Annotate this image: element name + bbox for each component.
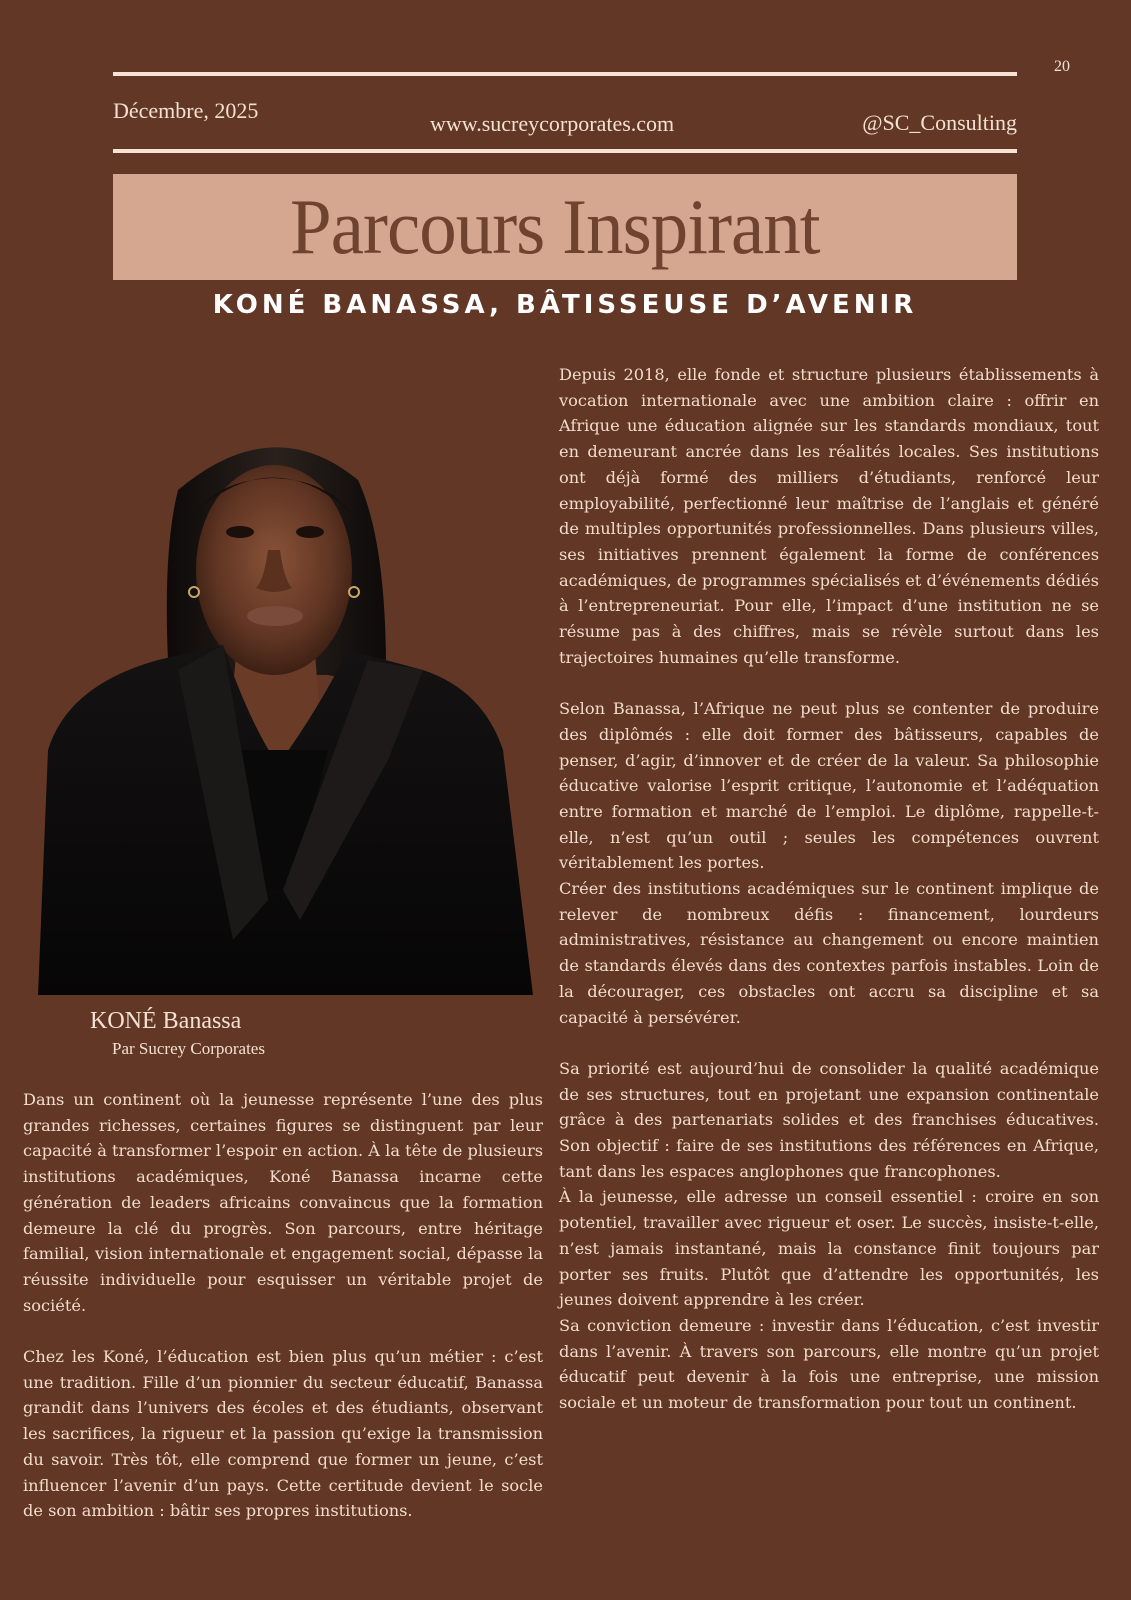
paragraph: À la jeunesse, elle adresse un conseil essentiel : croire en son potentiel, travailler avec rigueur et oser. Le succès, insiste-t-elle, n’est jamais instantané, mais la constance finit toujours par porter ses fruits. Plutôt que d’attendre les opportunités, les jeunes doivent apprendre à les créer. [559, 1187, 1099, 1310]
title-banner [113, 174, 1017, 280]
portrait-photo [28, 420, 543, 995]
article-subtitle: KONÉ BANASSA, BÂTISSEUSE D’AVENIR [212, 290, 918, 320]
paragraph: Selon Banassa, l’Afrique ne peut plus se contenter de produire des diplômés : elle doit former des bâtisseurs, capables de penser, d’agir, d’innover et de créer de la valeur. Sa philosophie éducative valorise l’esprit critique, l’autonomie et l’adéquation entre formation et marché de l’emploi. Le diplôme, rappelle-t-elle, n’est qu’un outil ; seules les compétences ouvrent véritablement les portes. [559, 699, 1099, 873]
portrait-caption-credit: Par Sucrey Corporates [112, 1039, 265, 1058]
paragraph: Sa priorité est aujourd’hui de consolider la qualité académique de ses structures, tout en projetant une expansion continentale grâce à des partenariats solides et des franchises éducatives. Son objectif : faire de ses institutions des références en Afrique, tant dans les espaces anglophones que francophones. [559, 1058, 1099, 1181]
portrait-caption-name: KONÉ Banassa [90, 1008, 242, 1034]
page-title: Parcours Inspirant [290, 183, 820, 270]
paragraph: Sa conviction demeure : investir dans l’éducation, c’est investir dans l’avenir. À travers son parcours, elle montre qu’un projet éducatif peut devenir à la fois une entreprise, une mission sociale et un moteur de transformation pour tout un continent. [559, 1315, 1099, 1413]
paragraph: Créer des institutions académiques sur le continent implique de relever de nombreux défis : financement, lourdeurs administratives, résistance au changement ou encore maintien de standards élevés dans des contextes parfois instables. Loin de la décourager, ces obstacles ont accru sa discipline et sa capacité à persévérer. [559, 879, 1099, 1027]
paragraph: Chez les Koné, l’éducation est bien plus qu’un métier : c’est une tradition. Fille d’un pionnier du secteur éducatif, Banassa grandit dans l’univers des écoles et des étudiants, observant les sacrifices, la rigueur et la passion qu’exige la transmission du savoir. Très tôt, elle comprend que former un jeune, c’est influencer l’avenir d’un pays. Cette certitude devient le socle de son ambition : bâtir ses propres institutions. [23, 1347, 543, 1521]
header-rule-top [113, 72, 1017, 76]
article-column-right [559, 362, 1099, 1416]
header-rule-bottom [113, 149, 1017, 153]
paragraph: Dans un continent où la jeunesse représente l’une des plus grandes richesses, certaines figures se distinguent par leur capacité à transformer l’espoir en action. À la tête de plusieurs institutions académiques, Koné Banassa incarne cette génération de leaders africains convaincus que la formation demeure la clé du progrès. Son parcours, entre héritage familial, vision internationale et engagement social, dépasse la réussite individuelle pour esquisser un véritable projet de société. [23, 1090, 544, 1315]
article-column-left [23, 1087, 543, 1524]
paragraph: Depuis 2018, elle fonde et structure plusieurs établissements à vocation internationale avec une ambition claire : offrir en Afrique une éducation alignée sur les standards mondiaux, tout en demeurant ancrée dans les réalités locales. Ses institutions ont déjà formé des milliers d’étudiants, renforcé leur employabilité, perfectionné leur maîtrise de l’anglais et généré de multiples opportunités professionnelles. Dans plusieurs villes, ses initiatives prennent également la forme de conférences académiques, de programmes spécialisés et d’événements dédiés à l’entrepreneuriat. Pour elle, l’impact d’une institution ne se résume pas à des chiffres, mais se révèle surtout dans les trajectoires humaines qu’elle transforme. [559, 365, 1099, 667]
issue-date: Décembre, 2025 [113, 98, 259, 123]
website-link[interactable]: www.sucreycorporates.com [430, 111, 675, 136]
social-handle[interactable]: @SC_Consulting [862, 110, 1017, 135]
page-number: 20 [1054, 58, 1070, 75]
